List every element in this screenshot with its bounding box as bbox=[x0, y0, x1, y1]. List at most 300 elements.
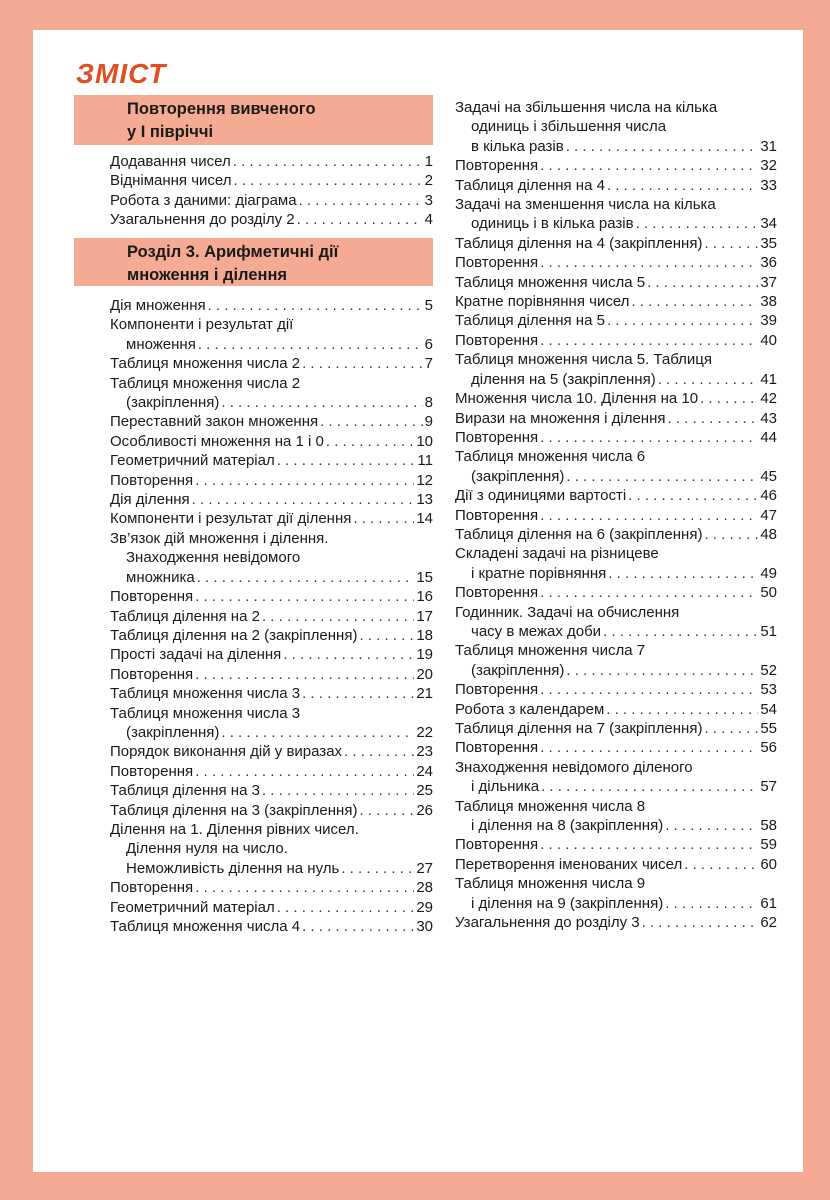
page-number: 46 bbox=[760, 487, 777, 505]
dot-leader bbox=[606, 700, 758, 719]
toc-entry[interactable] bbox=[110, 432, 433, 451]
toc-entry[interactable] bbox=[110, 315, 433, 354]
toc-entry-title: Таблиця ділення на 2 (закріплення) bbox=[110, 626, 358, 644]
dot-leader bbox=[195, 471, 414, 490]
toc-entry[interactable] bbox=[110, 704, 433, 743]
toc-entry[interactable] bbox=[455, 253, 777, 272]
dot-leader bbox=[540, 835, 758, 854]
toc-entry-title: Повторення bbox=[110, 665, 194, 683]
toc-entry-title: Неможливість ділення на нуль bbox=[126, 859, 340, 877]
toc-entry-title: Додавання чисел bbox=[110, 153, 231, 170]
page-number: 37 bbox=[760, 273, 777, 291]
toc-entry-title: Таблиця ділення на 5 bbox=[455, 312, 605, 330]
page-number: 19 bbox=[416, 646, 433, 664]
toc-entry-title: Таблиця ділення на 4 bbox=[455, 176, 605, 194]
toc-entry-title: і кратне порівняння bbox=[471, 564, 607, 582]
toc-entry-row bbox=[455, 777, 777, 796]
toc-entry-title-line: Таблиця множення числа 6 bbox=[455, 448, 646, 466]
page-number: 11 bbox=[417, 452, 433, 470]
toc-list-review bbox=[110, 152, 433, 230]
dot-leader bbox=[566, 661, 758, 680]
dot-leader bbox=[608, 564, 758, 583]
toc-entry-row bbox=[110, 152, 433, 171]
page-number: 55 bbox=[760, 720, 777, 737]
toc-entry[interactable] bbox=[110, 626, 433, 645]
toc-entry[interactable] bbox=[455, 700, 777, 719]
toc-entry[interactable] bbox=[110, 878, 433, 897]
toc-entry-title: Таблиця ділення на 6 (закріплення) bbox=[455, 525, 703, 543]
toc-entry-row bbox=[455, 428, 777, 447]
dot-leader bbox=[642, 913, 759, 932]
page-number: 51 bbox=[760, 622, 777, 640]
toc-entry[interactable] bbox=[455, 389, 777, 408]
toc-entry[interactable] bbox=[455, 234, 777, 253]
toc-entry-row bbox=[455, 583, 777, 602]
toc-entry-title-line: Таблиця множення числа 8 bbox=[455, 797, 646, 815]
toc-entry[interactable] bbox=[455, 156, 777, 175]
toc-entry[interactable] bbox=[110, 801, 433, 820]
toc-entry-title-line: одиниць і збільшення числа bbox=[471, 118, 667, 136]
toc-entry-title-line: Годинник. Задачі на обчислення bbox=[455, 603, 680, 621]
toc-entry-row bbox=[455, 680, 777, 699]
dot-leader bbox=[607, 176, 758, 195]
toc-entry-title: (закріплення) bbox=[471, 661, 565, 679]
dot-leader bbox=[353, 509, 414, 528]
toc-entry-title: Таблиця ділення на 7 (закріплення) bbox=[455, 720, 703, 737]
toc-entry-title-line: Таблиця множення числа 7 bbox=[455, 642, 646, 660]
toc-entry-title: Таблиця множення числа 2 bbox=[110, 355, 301, 373]
dot-leader bbox=[195, 762, 414, 781]
toc-entry-row bbox=[455, 835, 777, 854]
toc-entry-row bbox=[455, 273, 777, 292]
toc-entry[interactable] bbox=[455, 641, 777, 680]
dot-leader bbox=[541, 777, 758, 796]
toc-entry[interactable] bbox=[110, 171, 433, 190]
toc-entry[interactable] bbox=[110, 898, 433, 917]
toc-entry-row bbox=[110, 762, 433, 781]
toc-entry[interactable] bbox=[110, 210, 433, 229]
dot-leader bbox=[540, 253, 758, 272]
dot-leader bbox=[192, 490, 415, 509]
toc-entry-title: (закріплення) bbox=[126, 394, 220, 412]
toc-entry-title-line: Таблиця множення числа 3 bbox=[110, 704, 301, 722]
page-number: 6 bbox=[424, 335, 433, 353]
toc-entry-title: Переставний закон множення bbox=[110, 413, 319, 431]
dot-leader bbox=[631, 292, 758, 311]
toc-entry-title-line: Таблиця множення числа 5. Таблиця bbox=[455, 351, 712, 369]
toc-entry-row bbox=[455, 622, 777, 641]
toc-entry[interactable] bbox=[455, 195, 777, 234]
toc-entry-row bbox=[110, 645, 433, 664]
dot-leader bbox=[195, 665, 414, 684]
page-number: 10 bbox=[416, 432, 433, 450]
toc-entry-row bbox=[455, 292, 777, 311]
toc-entry-title: Повторення bbox=[455, 836, 539, 854]
toc-entry-row bbox=[110, 607, 433, 626]
toc-entry[interactable] bbox=[455, 797, 777, 836]
toc-entry-row bbox=[455, 176, 777, 195]
section-heading-line: множення і ділення bbox=[127, 266, 288, 284]
toc-entry-row bbox=[110, 801, 433, 820]
page-number: 45 bbox=[760, 467, 777, 485]
toc-entry[interactable] bbox=[110, 296, 433, 315]
page-number: 30 bbox=[416, 918, 433, 935]
dot-leader bbox=[198, 335, 423, 354]
toc-entry-title-line: Задачі на зменшення числа на кілька bbox=[455, 196, 716, 214]
toc-entry-row bbox=[110, 781, 433, 800]
toc-entry-row bbox=[110, 509, 433, 528]
page-number: 52 bbox=[760, 661, 777, 679]
toc-entry-row bbox=[455, 409, 777, 428]
page-number: 2 bbox=[424, 172, 433, 190]
dot-leader bbox=[658, 370, 759, 389]
toc-entry[interactable] bbox=[455, 855, 777, 874]
dot-leader bbox=[221, 723, 414, 742]
toc-entry[interactable] bbox=[455, 874, 777, 913]
toc-entry-row bbox=[455, 738, 777, 757]
toc-entry-row bbox=[455, 700, 777, 719]
toc-entry[interactable] bbox=[455, 603, 777, 642]
toc-entry-title: Робота з даними: діаграма bbox=[110, 191, 297, 209]
toc-entry-title: Повторення bbox=[455, 681, 539, 699]
toc-entry[interactable] bbox=[455, 738, 777, 757]
toc-entry[interactable] bbox=[455, 428, 777, 447]
toc-entry[interactable] bbox=[110, 509, 433, 528]
page-number: 56 bbox=[760, 739, 777, 757]
toc-entry-title: Перетворення іменованих чисел bbox=[455, 855, 683, 873]
toc-entry[interactable] bbox=[110, 587, 433, 606]
toc-entry-title: Таблиця ділення на 3 bbox=[110, 782, 260, 800]
page-number: 24 bbox=[416, 762, 433, 780]
toc-entry-row bbox=[455, 370, 777, 389]
toc-entry[interactable] bbox=[455, 583, 777, 602]
page-number: 35 bbox=[760, 234, 777, 252]
contents-title: ЗМІСТ bbox=[76, 58, 167, 89]
section-heading-chapter-3 bbox=[74, 238, 433, 286]
page-number: 34 bbox=[760, 215, 777, 233]
toc-entry[interactable] bbox=[110, 412, 433, 431]
toc-entry-title: Повторення bbox=[455, 506, 539, 524]
toc-entry-row bbox=[110, 742, 433, 761]
page-number: 21 bbox=[416, 685, 433, 703]
toc-entry-title: і ділення на 9 (закріплення) bbox=[471, 894, 664, 912]
toc-entry-title: в кілька разів bbox=[471, 137, 564, 155]
dot-leader bbox=[299, 191, 423, 210]
toc-entry[interactable] bbox=[455, 758, 777, 797]
dot-leader bbox=[326, 432, 414, 451]
page-number: 13 bbox=[416, 491, 433, 509]
page-number: 54 bbox=[760, 700, 777, 718]
toc-entry[interactable] bbox=[110, 152, 433, 171]
toc-entry[interactable] bbox=[110, 820, 433, 878]
page-number: 40 bbox=[760, 331, 777, 349]
toc-entry-title-line: Таблиця множення числа 9 bbox=[455, 875, 646, 893]
toc-entry-title: Таблиця множення числа 3 bbox=[110, 685, 301, 703]
dot-leader bbox=[233, 152, 423, 171]
toc-entry-title: Множення числа 10. Ділення на 10 bbox=[455, 390, 699, 408]
page-number: 18 bbox=[416, 626, 433, 644]
page-number: 14 bbox=[416, 510, 433, 528]
toc-entry-title: Таблиця ділення на 2 bbox=[110, 607, 260, 625]
toc-entry-title: Порядок виконання дій у виразах bbox=[110, 743, 343, 761]
page-number: 28 bbox=[416, 879, 433, 897]
dot-leader bbox=[607, 311, 758, 330]
toc-entry[interactable] bbox=[455, 680, 777, 699]
toc-entry-title-line: Задачі на збільшення числа на кілька bbox=[455, 99, 718, 116]
toc-entry-title: Повторення bbox=[455, 584, 539, 602]
toc-entry-title: Повторення bbox=[110, 471, 194, 489]
toc-entry-title: Повторення bbox=[110, 588, 194, 606]
toc-entry-row bbox=[110, 354, 433, 373]
dot-leader bbox=[704, 234, 758, 253]
toc-entry[interactable] bbox=[110, 529, 433, 587]
dot-leader bbox=[540, 583, 758, 602]
page-number: 49 bbox=[760, 564, 777, 582]
toc-entry-row bbox=[455, 661, 777, 680]
toc-entry-row bbox=[455, 467, 777, 486]
toc-entry-row bbox=[110, 917, 433, 936]
toc-entry-title-line: Компоненти і результат дії bbox=[110, 316, 294, 334]
toc-entry[interactable] bbox=[455, 311, 777, 330]
toc-entry-title-line: Таблиця множення числа 2 bbox=[110, 374, 301, 392]
dot-leader bbox=[665, 894, 758, 913]
toc-entry[interactable] bbox=[455, 525, 777, 544]
toc-entry[interactable] bbox=[110, 781, 433, 800]
toc-entry-row bbox=[455, 389, 777, 408]
page-number: 48 bbox=[760, 525, 777, 543]
toc-entry-row bbox=[455, 719, 777, 738]
toc-entry[interactable] bbox=[110, 490, 433, 509]
section-heading-line: Повторення вивченого bbox=[127, 100, 316, 118]
toc-entry-title: Повторення bbox=[455, 157, 539, 175]
page-number: 62 bbox=[760, 914, 777, 932]
toc-entry-row bbox=[455, 525, 777, 544]
dot-leader bbox=[540, 738, 758, 757]
page-number: 8 bbox=[424, 394, 433, 412]
page-number: 5 bbox=[424, 297, 433, 314]
toc-entry-row bbox=[110, 587, 433, 606]
toc-entry-title: Повторення bbox=[455, 254, 539, 272]
page-number: 7 bbox=[424, 355, 433, 373]
page-number: 33 bbox=[760, 176, 777, 194]
toc-entry-row bbox=[110, 471, 433, 490]
toc-entry-row bbox=[455, 214, 777, 233]
page-number: 47 bbox=[760, 506, 777, 524]
toc-entry[interactable] bbox=[455, 176, 777, 195]
toc-entry-title: Таблиця ділення на 4 (закріплення) bbox=[455, 234, 703, 252]
toc-entry-title: Таблиця множення числа 5 bbox=[455, 273, 646, 291]
page-number: 38 bbox=[760, 293, 777, 311]
dot-leader bbox=[302, 917, 414, 936]
toc-entry-title: Повторення bbox=[110, 762, 194, 780]
dot-leader bbox=[704, 525, 758, 544]
page-number: 22 bbox=[416, 723, 433, 741]
page-number: 41 bbox=[760, 370, 777, 388]
toc-entry-title: Повторення bbox=[455, 428, 539, 446]
dot-leader bbox=[540, 331, 758, 350]
dot-leader bbox=[262, 781, 414, 800]
toc-entry-title: Геометричний матеріал bbox=[110, 898, 275, 916]
dot-leader bbox=[320, 412, 423, 431]
page-number: 39 bbox=[760, 312, 777, 330]
toc-entry-row bbox=[110, 335, 433, 354]
page-number: 58 bbox=[760, 817, 777, 835]
dot-leader bbox=[208, 296, 423, 315]
toc-entry[interactable] bbox=[455, 719, 777, 738]
toc-entry-title: Дії з одиницями вартості bbox=[455, 487, 627, 505]
page-number: 4 bbox=[424, 211, 433, 229]
dot-leader bbox=[636, 214, 759, 233]
dot-leader bbox=[234, 171, 423, 190]
page-number: 20 bbox=[416, 665, 433, 683]
toc-entry[interactable] bbox=[455, 292, 777, 311]
dot-leader bbox=[540, 156, 758, 175]
dot-leader bbox=[297, 210, 423, 229]
page-number: 36 bbox=[760, 254, 777, 272]
dot-leader bbox=[221, 393, 422, 412]
toc-entry-title-line: Ділення нуля на число. bbox=[126, 840, 288, 858]
toc-entry[interactable] bbox=[110, 917, 433, 936]
dot-leader bbox=[341, 859, 414, 878]
page-number: 53 bbox=[760, 681, 777, 699]
toc-entry[interactable] bbox=[110, 762, 433, 781]
page-number: 3 bbox=[424, 191, 433, 209]
toc-entry[interactable] bbox=[110, 742, 433, 761]
page-number: 43 bbox=[760, 409, 777, 427]
dot-leader bbox=[195, 587, 414, 606]
toc-entry-title: Компоненти і результат дії ділення bbox=[110, 510, 352, 528]
toc-entry-title: Особливості множення на 1 і 0 bbox=[110, 432, 324, 450]
page-number: 15 bbox=[416, 568, 433, 586]
toc-entry-row bbox=[110, 210, 433, 229]
toc-entry[interactable] bbox=[110, 684, 433, 703]
page-number: 27 bbox=[416, 859, 433, 877]
page-number: 16 bbox=[416, 588, 433, 606]
toc-entry-title: Таблиця ділення на 3 (закріплення) bbox=[110, 801, 358, 819]
toc-entry-row bbox=[455, 894, 777, 913]
toc-entry-row bbox=[110, 490, 433, 509]
toc-entry-row bbox=[110, 393, 433, 412]
toc-entry[interactable] bbox=[455, 506, 777, 525]
dot-leader bbox=[197, 568, 415, 587]
toc-entry-title: Прості задачі на ділення bbox=[110, 646, 282, 664]
toc-entry-row bbox=[110, 412, 433, 431]
toc-entry-row bbox=[110, 568, 433, 587]
dot-leader bbox=[302, 354, 423, 373]
page-number: 31 bbox=[760, 137, 777, 155]
page-number: 17 bbox=[416, 607, 433, 625]
toc-entry-title: Узагальнення до розділу 2 bbox=[110, 211, 295, 229]
page-number: 25 bbox=[416, 782, 433, 800]
page-number: 60 bbox=[760, 855, 777, 873]
toc-entry[interactable] bbox=[110, 374, 433, 413]
page-number: 59 bbox=[760, 836, 777, 854]
toc-entry-title: множення bbox=[126, 335, 196, 353]
toc-entry-title: Дія ділення bbox=[110, 491, 190, 509]
toc-entry-title-line: Знаходження невідомого bbox=[126, 549, 301, 567]
toc-entry[interactable] bbox=[110, 645, 433, 664]
toc-entry-title-line: Знаходження невідомого діленого bbox=[455, 758, 693, 776]
toc-entry-row bbox=[455, 855, 777, 874]
toc-list-chapter-3 bbox=[110, 296, 433, 936]
toc-entry[interactable] bbox=[455, 331, 777, 350]
toc-list-chapter-3-continued bbox=[455, 98, 777, 932]
toc-entry[interactable] bbox=[455, 447, 777, 486]
toc-entry[interactable] bbox=[110, 451, 433, 470]
toc-entry-title-line: Складені задачі на різницеве bbox=[455, 545, 659, 563]
toc-entry-title: Геометричний матеріал bbox=[110, 452, 275, 470]
section-heading-line: у І півріччі bbox=[127, 123, 214, 141]
toc-entry[interactable] bbox=[455, 350, 777, 389]
toc-entry[interactable] bbox=[455, 409, 777, 428]
toc-entry-row bbox=[455, 234, 777, 253]
toc-entry-row bbox=[455, 564, 777, 583]
page-number: 9 bbox=[424, 413, 433, 431]
dot-leader bbox=[262, 607, 414, 626]
toc-entry-title: Кратне порівняння чисел bbox=[455, 293, 630, 311]
toc-entry-row bbox=[455, 506, 777, 525]
page-number: 29 bbox=[416, 898, 433, 916]
dot-leader bbox=[359, 626, 414, 645]
toc-entry[interactable] bbox=[110, 607, 433, 626]
page-number: 12 bbox=[416, 471, 433, 489]
dot-leader bbox=[344, 742, 414, 761]
page-number: 23 bbox=[416, 743, 433, 761]
toc-entry-row bbox=[110, 665, 433, 684]
dot-leader bbox=[283, 645, 414, 664]
toc-entry[interactable] bbox=[455, 98, 777, 156]
toc-entry-row bbox=[455, 331, 777, 350]
toc-entry-title: Дія множення bbox=[110, 297, 206, 314]
toc-entry-row bbox=[455, 816, 777, 835]
toc-entry-title: Робота з календарем bbox=[455, 700, 605, 718]
toc-entry[interactable] bbox=[455, 486, 777, 505]
section-heading-line: Розділ 3. Арифметичні дії bbox=[127, 243, 339, 261]
dot-leader bbox=[700, 389, 758, 408]
toc-entry-row bbox=[110, 296, 433, 315]
toc-entry-row bbox=[455, 253, 777, 272]
toc-entry-row bbox=[455, 156, 777, 175]
toc-entry[interactable] bbox=[455, 913, 777, 932]
toc-entry-row bbox=[110, 684, 433, 703]
toc-entry[interactable] bbox=[455, 544, 777, 583]
toc-entry-row bbox=[110, 171, 433, 190]
page-number: 42 bbox=[760, 390, 777, 408]
toc-entry[interactable] bbox=[110, 471, 433, 490]
toc-entry[interactable] bbox=[110, 665, 433, 684]
toc-entry[interactable] bbox=[455, 835, 777, 854]
toc-entry-row bbox=[455, 913, 777, 932]
toc-entry-row bbox=[455, 486, 777, 505]
toc-entry-title: Повторення bbox=[455, 739, 539, 757]
toc-entry-title: Узагальнення до розділу 3 bbox=[455, 914, 640, 932]
toc-entry[interactable] bbox=[110, 191, 433, 210]
toc-entry-row bbox=[455, 311, 777, 330]
dot-leader bbox=[277, 451, 416, 470]
toc-entry-title-line: Зв’язок дій множення і ділення. bbox=[110, 529, 329, 547]
dot-leader bbox=[647, 273, 758, 292]
section-heading-review bbox=[74, 95, 433, 145]
dot-leader bbox=[628, 486, 758, 505]
toc-entry-title: Вирази на множення і ділення bbox=[455, 409, 666, 427]
dot-leader bbox=[603, 622, 758, 641]
page-number: 61 bbox=[760, 894, 777, 912]
toc-entry[interactable] bbox=[110, 354, 433, 373]
toc-entry[interactable] bbox=[455, 273, 777, 292]
toc-entry-title: ділення на 5 (закріплення) bbox=[471, 370, 656, 388]
toc-entry-title: одиниць і в кілька разів bbox=[471, 215, 634, 233]
toc-entry-title: і ділення на 8 (закріплення) bbox=[471, 817, 664, 835]
